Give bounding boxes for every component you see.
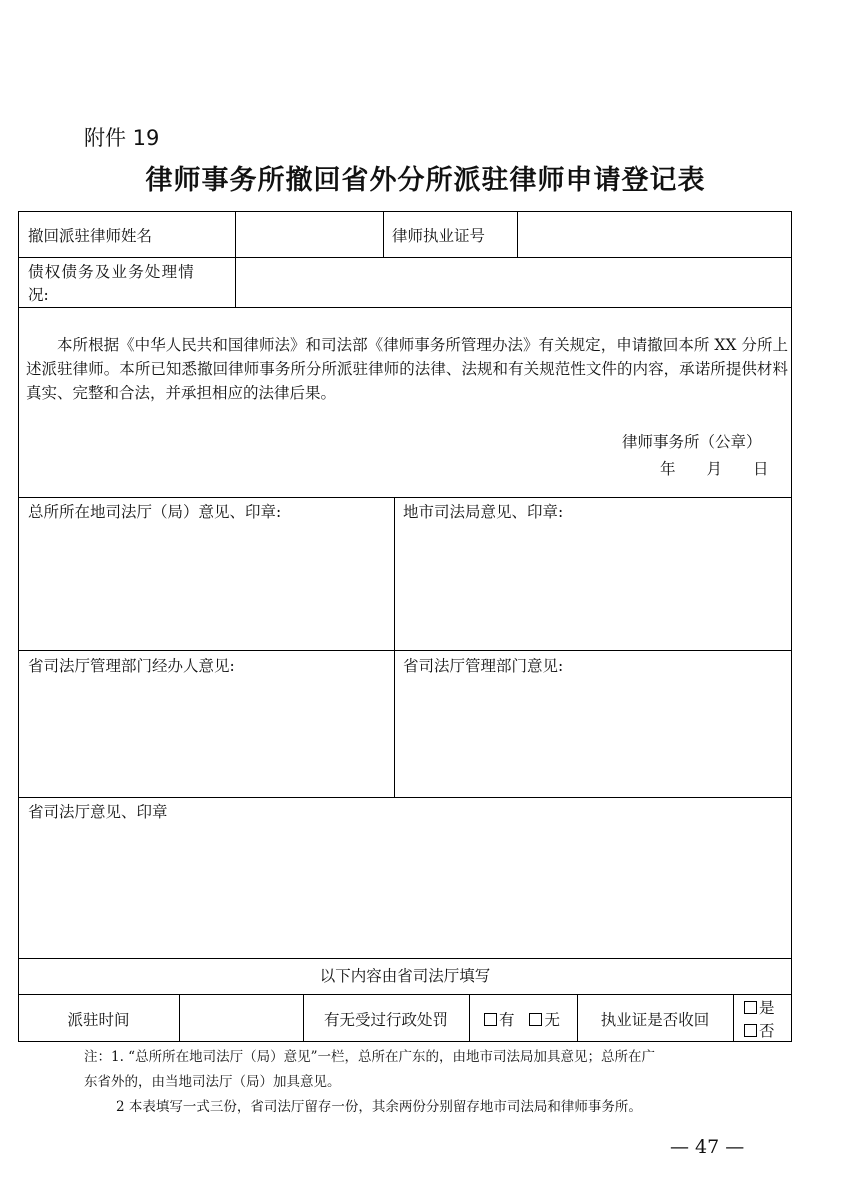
row-divider [18, 307, 792, 308]
col-divider [383, 211, 384, 257]
option-no-row [744, 1019, 775, 1043]
checkbox-none[interactable] [529, 1013, 542, 1026]
province-opinion-label: 省司法厅意见、印章 [28, 803, 168, 821]
note-line-2: 东省外的，由当地司法厅（局）加具意见。 [84, 1074, 341, 1090]
row-divider [18, 650, 792, 651]
penalty-options [484, 1008, 560, 1032]
firm-seal-label: 律师事务所（公章） [622, 433, 762, 451]
city-bureau-opinion-label: 地市司法局意见、印章: [403, 503, 564, 521]
option-none: 无 [544, 1011, 560, 1029]
dispatch-time-label: 派驻时间 [67, 1011, 130, 1029]
col-divider [733, 994, 734, 1042]
handler-opinion-label: 省司法厅管理部门经办人意见: [28, 657, 235, 675]
checkbox-yes[interactable] [744, 1001, 757, 1014]
col-divider [179, 994, 180, 1042]
attachment-label: 附件 19 [84, 126, 160, 150]
col-divider [469, 994, 470, 1042]
row-divider [18, 257, 792, 258]
form-title: 律师事务所撤回省外分所派驻律师申请登记表 [145, 165, 706, 196]
debts-handling-label: 债权债务及业务处理情 [28, 263, 196, 281]
row-divider [18, 797, 792, 798]
page-number: — 47 — [670, 1136, 745, 1158]
checkbox-have[interactable] [484, 1013, 497, 1026]
checkbox-no[interactable] [744, 1024, 757, 1037]
section-header: 以下内容由省司法厅填写 [319, 967, 491, 985]
penalty-label: 有无受过行政处罚 [323, 1011, 448, 1029]
head-office-opinion-label: 总所所在地司法厅（局）意见、印章: [28, 503, 282, 521]
date-line: 年 月 日 [660, 460, 769, 478]
note-line-3: 2 本表填写一式三份，省司法厅留存一份，其余两份分别留存地市司法局和律师事务所。 [116, 1099, 642, 1115]
lawyer-name-label: 撤回派驻律师姓名 [28, 227, 153, 245]
option-no: 否 [759, 1022, 775, 1040]
row-divider [18, 497, 792, 498]
note-line-1: 注：1. “总所所在地司法厅（局）意见”一栏，总所在广东的，由地市司法局加具意见；总所在广 [84, 1049, 655, 1065]
license-number-label: 律师执业证号 [392, 227, 486, 245]
col-divider [235, 211, 236, 307]
col-divider [394, 497, 395, 797]
option-have: 有 [499, 1011, 515, 1029]
col-divider [517, 211, 518, 257]
row-divider [18, 958, 792, 959]
debts-handling-label-cont: 况: [28, 286, 49, 304]
license-returned-label: 执业证是否收回 [600, 1011, 710, 1029]
option-yes: 是 [759, 999, 775, 1017]
dept-opinion-label: 省司法厅管理部门意见: [403, 657, 564, 675]
declaration-text: 本所根据《中华人民共和国律师法》和司法部《律师事务所管理办法》有关规定，申请撤回本所 XX 分所上述派驻律师。本所已知悉撤回律师事务所分所派驻律师的法律、法规和有关规范性文件的内容，承诺所提供材料真实、完整和合法，并承担相应的法律后果。 [26, 336, 788, 402]
row-divider [18, 994, 792, 995]
option-yes-row [744, 996, 775, 1020]
